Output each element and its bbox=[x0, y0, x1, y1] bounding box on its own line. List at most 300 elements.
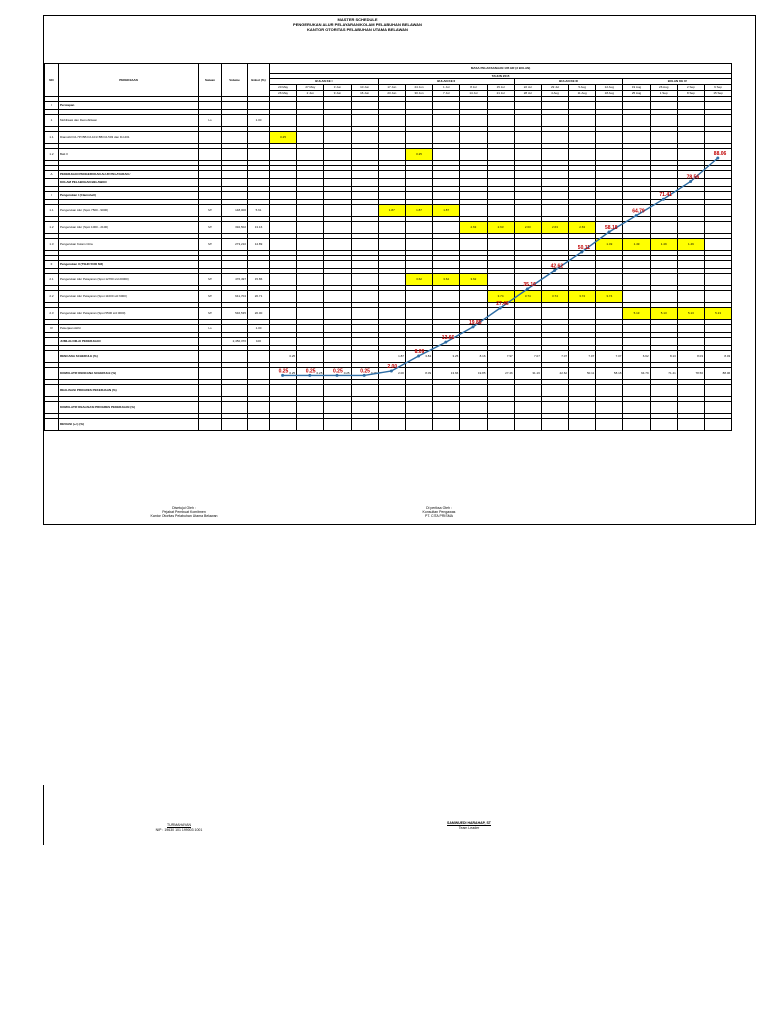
schedule-cell bbox=[650, 179, 677, 187]
schedule-cell bbox=[378, 274, 405, 286]
schedule-cell bbox=[433, 222, 460, 234]
summary-cell: 8.16 bbox=[460, 351, 487, 363]
schedule-cell bbox=[677, 171, 704, 179]
schedule-cell bbox=[596, 179, 623, 187]
schedule-cell bbox=[677, 179, 704, 187]
schedule-cell bbox=[297, 239, 324, 251]
row-bobot bbox=[248, 419, 270, 431]
schedule-cell bbox=[487, 205, 514, 217]
schedule-cell bbox=[351, 419, 378, 431]
summary-cell: 50.11 bbox=[569, 368, 596, 380]
row-bobot bbox=[248, 261, 270, 269]
schedule-cell bbox=[405, 132, 432, 144]
schedule-cell bbox=[541, 179, 568, 187]
row-pekerjaan: KOLAM PELABUHAN BELAWAN bbox=[59, 179, 199, 187]
week-end: 8 Sep bbox=[677, 91, 704, 97]
row-pekerjaan: Pengerukan Kolam Citra bbox=[59, 239, 199, 251]
schedule-cell bbox=[514, 419, 541, 431]
week-start: 10 Jun bbox=[351, 85, 378, 91]
schedule-cell bbox=[324, 149, 351, 161]
schedule-bar-cell: 0.25 bbox=[405, 149, 432, 161]
schedule-cell bbox=[433, 171, 460, 179]
row-bobot: 15.86 bbox=[248, 274, 270, 286]
schedule-cell bbox=[460, 205, 487, 217]
schedule-cell bbox=[677, 325, 704, 333]
schedule-cell bbox=[351, 325, 378, 333]
schedule-cell bbox=[514, 239, 541, 251]
summary-cell: 42.62 bbox=[541, 368, 568, 380]
schedule-cell bbox=[487, 179, 514, 187]
schedule-cell bbox=[378, 102, 405, 110]
schedule-cell bbox=[270, 171, 297, 179]
row-pekerjaan: Persiapan bbox=[59, 102, 199, 110]
schedule-cell bbox=[541, 171, 568, 179]
schedule-bar-cell: 1.49 bbox=[596, 239, 623, 251]
schedule-cell bbox=[569, 192, 596, 200]
schedule-cell bbox=[569, 239, 596, 251]
summary-cell: 0.25 bbox=[297, 368, 324, 380]
row-pekerjaan: Pengerukan Alur (Spot 7500 - 9000) bbox=[59, 205, 199, 217]
summary-cell: 7.07 bbox=[541, 351, 568, 363]
schedule-cell bbox=[460, 419, 487, 431]
row-no: 2.1 bbox=[45, 274, 59, 286]
row-volume: 546,535 bbox=[222, 308, 248, 320]
schedule-cell bbox=[596, 132, 623, 144]
row-pekerjaan: Mobilisasi dan Demobilisasi bbox=[59, 115, 199, 127]
week-end: 26 May bbox=[270, 91, 297, 97]
schedule-cell bbox=[514, 205, 541, 217]
schedule-cell bbox=[351, 308, 378, 320]
week-end: 4 Aug bbox=[541, 91, 568, 97]
schedule-cell bbox=[297, 261, 324, 269]
checked-company: PT. CITA PRISMA bbox=[425, 514, 453, 518]
schedule-cell bbox=[460, 385, 487, 397]
summary-cell: 58.18 bbox=[596, 368, 623, 380]
schedule-cell bbox=[541, 402, 568, 414]
row-pekerjaan: Pengerukan Alur Pelayaran (Spot 5500 s/d 0000) bbox=[59, 308, 199, 320]
schedule-cell bbox=[677, 419, 704, 431]
schedule-cell bbox=[460, 179, 487, 187]
schedule-cell bbox=[541, 325, 568, 333]
schedule-cell bbox=[705, 385, 732, 397]
row-bobot: 100 bbox=[248, 338, 270, 346]
schedule-cell bbox=[541, 102, 568, 110]
row-volume bbox=[222, 132, 248, 144]
row-satuan bbox=[199, 149, 222, 161]
schedule-cell bbox=[650, 325, 677, 333]
row-no: 2.3 bbox=[45, 308, 59, 320]
schedule-bar-cell: 3.74 bbox=[596, 291, 623, 303]
summary-cell: 2.00 bbox=[378, 368, 405, 380]
summary-cell: 19.85 bbox=[460, 368, 487, 380]
schedule-cell bbox=[324, 102, 351, 110]
header-pekerjaan: PEKERJAAN bbox=[59, 64, 199, 97]
schedule-cell bbox=[623, 222, 650, 234]
week-start: 20 May bbox=[270, 85, 297, 91]
row-no bbox=[45, 338, 59, 346]
schedule-bar-cell: 3.74 bbox=[487, 291, 514, 303]
schedule-cell bbox=[569, 261, 596, 269]
schedule-cell bbox=[405, 402, 432, 414]
schedule-cell bbox=[433, 239, 460, 251]
schedule-cell bbox=[514, 308, 541, 320]
schedule-cell bbox=[297, 222, 324, 234]
schedule-cell bbox=[677, 338, 704, 346]
schedule-cell bbox=[623, 385, 650, 397]
schedule-cell bbox=[514, 274, 541, 286]
schedule-cell bbox=[487, 419, 514, 431]
schedule-cell bbox=[351, 338, 378, 346]
schedule-cell bbox=[297, 402, 324, 414]
schedule-cell bbox=[650, 291, 677, 303]
row-volume bbox=[222, 419, 248, 431]
header-tahun: TAHUN 2015 bbox=[270, 74, 732, 79]
summary-cell: 13.66 bbox=[433, 368, 460, 380]
schedule-cell bbox=[433, 291, 460, 303]
schedule-cell bbox=[351, 102, 378, 110]
week-start: 9 Sep bbox=[705, 85, 732, 91]
summary-cell: 7.07 bbox=[596, 351, 623, 363]
schedule-cell bbox=[569, 385, 596, 397]
schedule-cell bbox=[677, 149, 704, 161]
schedule-cell bbox=[569, 274, 596, 286]
schedule-cell bbox=[514, 179, 541, 187]
schedule-cell bbox=[297, 171, 324, 179]
sheet-office: KANTOR OTORITAS PELABUHAN UTAMA BELAWAN bbox=[307, 27, 408, 32]
schedule-cell bbox=[650, 115, 677, 127]
schedule-cell bbox=[351, 192, 378, 200]
schedule-cell bbox=[487, 308, 514, 320]
schedule-cell bbox=[487, 192, 514, 200]
schedule-cell bbox=[433, 325, 460, 333]
row-no: 1.2 bbox=[45, 149, 59, 161]
row-volume bbox=[222, 351, 248, 363]
schedule-cell bbox=[650, 222, 677, 234]
schedule-cell bbox=[596, 325, 623, 333]
schedule-cell bbox=[541, 274, 568, 286]
schedule-cell bbox=[541, 149, 568, 161]
schedule-cell bbox=[705, 325, 732, 333]
week-end: 25 Aug bbox=[623, 91, 650, 97]
schedule-cell bbox=[650, 402, 677, 414]
schedule-cell bbox=[297, 351, 324, 363]
schedule-cell bbox=[297, 419, 324, 431]
schedule-cell bbox=[596, 261, 623, 269]
row-bobot bbox=[248, 102, 270, 110]
schedule-cell bbox=[596, 402, 623, 414]
summary-cell: 7.97 bbox=[487, 351, 514, 363]
row-no bbox=[45, 179, 59, 187]
left-signatory-nip: NIP : 19630 101 199003 1001 bbox=[155, 828, 203, 832]
row-pekerjaan: PEKERJAAN PENGERUKAN ALUR PELAYARAN / bbox=[59, 171, 199, 179]
row-pekerjaan: Diamobil DJ-7P/ BB DJ-101/ BB DJ-503 dan DJ-201 bbox=[59, 132, 199, 144]
schedule-cell bbox=[650, 205, 677, 217]
row-satuan: M³ bbox=[199, 308, 222, 320]
row-satuan: Ls bbox=[199, 115, 222, 127]
summary-cell: 6.62 bbox=[623, 351, 650, 363]
summary-cell: 7.07 bbox=[514, 351, 541, 363]
summary-cell: 8.03 bbox=[677, 351, 704, 363]
schedule-cell bbox=[351, 149, 378, 161]
schedule-cell bbox=[270, 274, 297, 286]
approved-label: Disetujui Oleh : bbox=[172, 506, 196, 510]
row-pekerjaan: Pengerukan I (Clamshell) bbox=[59, 192, 199, 200]
schedule-cell bbox=[433, 338, 460, 346]
schedule-cell bbox=[569, 308, 596, 320]
row-volume bbox=[222, 115, 248, 127]
row-satuan bbox=[199, 351, 222, 363]
schedule-cell bbox=[487, 239, 514, 251]
row-no bbox=[45, 351, 59, 363]
schedule-cell bbox=[569, 171, 596, 179]
summary-cell: 1.87 bbox=[378, 351, 405, 363]
schedule-cell bbox=[324, 274, 351, 286]
row-no bbox=[45, 402, 59, 414]
schedule-bar-cell: 5.13 bbox=[623, 308, 650, 320]
summary-cell: 31.16 bbox=[514, 368, 541, 380]
checked-label: Di periksa Oleh : bbox=[426, 506, 452, 510]
summary-cell: 0.25 bbox=[270, 351, 297, 363]
schedule-cell bbox=[324, 115, 351, 127]
schedule-cell bbox=[405, 338, 432, 346]
schedule-cell bbox=[324, 132, 351, 144]
schedule-cell bbox=[596, 102, 623, 110]
row-no: IV bbox=[45, 325, 59, 333]
schedule-cell bbox=[351, 274, 378, 286]
signature-panel bbox=[43, 785, 757, 845]
row-no bbox=[45, 368, 59, 380]
schedule-bar-cell: 2.63 bbox=[569, 222, 596, 234]
schedule-cell bbox=[405, 325, 432, 333]
schedule-cell bbox=[378, 239, 405, 251]
s-curve-label: 35.16 bbox=[523, 281, 536, 288]
week-end: 16 Jun bbox=[351, 91, 378, 97]
schedule-cell bbox=[623, 402, 650, 414]
schedule-cell bbox=[324, 338, 351, 346]
sheet-subtitle: PENGERUKAN ALUR PELAYARAN/KOLAM PELABUHAN BELAWAN bbox=[293, 22, 422, 27]
schedule-cell bbox=[351, 239, 378, 251]
schedule-cell bbox=[623, 132, 650, 144]
row-no bbox=[45, 419, 59, 431]
schedule-cell bbox=[405, 115, 432, 127]
schedule-cell bbox=[378, 385, 405, 397]
week-start: 24 Jun bbox=[405, 85, 432, 91]
schedule-cell bbox=[705, 102, 732, 110]
schedule-cell bbox=[541, 261, 568, 269]
row-volume: 476,497 bbox=[222, 274, 248, 286]
row-volume: 273,210 bbox=[222, 239, 248, 251]
schedule-cell bbox=[705, 261, 732, 269]
schedule-cell bbox=[705, 115, 732, 127]
week-end: 7 Jul bbox=[433, 91, 460, 97]
header-no: NO bbox=[45, 64, 59, 97]
schedule-cell bbox=[270, 205, 297, 217]
row-satuan bbox=[199, 368, 222, 380]
row-satuan bbox=[199, 402, 222, 414]
schedule-cell bbox=[324, 325, 351, 333]
schedule-cell bbox=[705, 171, 732, 179]
schedule-cell bbox=[650, 171, 677, 179]
schedule-cell bbox=[487, 115, 514, 127]
schedule-cell bbox=[270, 192, 297, 200]
row-volume: 148,000 bbox=[222, 205, 248, 217]
header-month: BULAN KE I bbox=[270, 79, 379, 85]
schedule-cell bbox=[514, 149, 541, 161]
schedule-cell bbox=[405, 222, 432, 234]
schedule-cell bbox=[460, 192, 487, 200]
summary-cell: 0.25 bbox=[351, 368, 378, 380]
schedule-cell bbox=[460, 102, 487, 110]
week-start: 8 Jul bbox=[460, 85, 487, 91]
schedule-cell bbox=[623, 325, 650, 333]
row-volume: 2,450,370 bbox=[222, 338, 248, 346]
s-curve-label: 0.25 bbox=[305, 368, 316, 375]
schedule-cell bbox=[487, 261, 514, 269]
schedule-cell bbox=[433, 102, 460, 110]
schedule-cell bbox=[677, 192, 704, 200]
schedule-cell bbox=[705, 222, 732, 234]
summary-cell: 8.03 bbox=[705, 351, 732, 363]
schedule-bar-cell: 3.62 bbox=[433, 274, 460, 286]
schedule-bar-cell: 2.63 bbox=[541, 222, 568, 234]
schedule-cell bbox=[623, 115, 650, 127]
schedule-cell bbox=[541, 385, 568, 397]
row-satuan: M³ bbox=[199, 222, 222, 234]
schedule-cell bbox=[405, 419, 432, 431]
schedule-cell bbox=[270, 402, 297, 414]
week-start: 12 Aug bbox=[596, 85, 623, 91]
week-end: 1 Sep bbox=[650, 91, 677, 97]
s-curve-label: 27.46 bbox=[496, 301, 509, 308]
row-satuan bbox=[199, 419, 222, 431]
schedule-cell bbox=[569, 338, 596, 346]
schedule-cell bbox=[460, 308, 487, 320]
schedule-cell bbox=[351, 351, 378, 363]
schedule-cell bbox=[569, 115, 596, 127]
row-volume bbox=[222, 261, 248, 269]
schedule-cell bbox=[324, 351, 351, 363]
schedule-cell bbox=[623, 338, 650, 346]
summary-cell: 0.25 bbox=[270, 368, 297, 380]
schedule-cell bbox=[297, 325, 324, 333]
schedule-cell bbox=[541, 239, 568, 251]
right-signatory-name: SAMWUEDI HARAHAP, ST bbox=[447, 821, 491, 825]
schedule-cell bbox=[324, 402, 351, 414]
schedule-cell bbox=[677, 222, 704, 234]
schedule-cell bbox=[378, 308, 405, 320]
schedule-bar-cell: 3.62 bbox=[405, 274, 432, 286]
schedule-cell bbox=[650, 102, 677, 110]
week-end: 18 Aug bbox=[596, 91, 623, 97]
schedule-cell bbox=[270, 325, 297, 333]
summary-cell: 8.13 bbox=[650, 351, 677, 363]
schedule-cell bbox=[541, 132, 568, 144]
row-volume bbox=[222, 179, 248, 187]
schedule-bar-cell: 1.49 bbox=[623, 239, 650, 251]
checked-by bbox=[379, 506, 499, 518]
schedule-bar-cell: 1.87 bbox=[378, 205, 405, 217]
row-volume bbox=[222, 368, 248, 380]
schedule-cell bbox=[596, 419, 623, 431]
schedule-bar-cell: 1.87 bbox=[433, 205, 460, 217]
schedule-cell bbox=[433, 179, 460, 187]
schedule-cell bbox=[297, 132, 324, 144]
row-volume: 392,502 bbox=[222, 222, 248, 234]
s-curve-label: 13.66 bbox=[441, 335, 455, 342]
row-bobot: 13.16 bbox=[248, 222, 270, 234]
schedule-cell bbox=[569, 102, 596, 110]
schedule-cell bbox=[514, 385, 541, 397]
schedule-cell bbox=[705, 274, 732, 286]
schedule-cell bbox=[596, 274, 623, 286]
schedule-cell bbox=[650, 419, 677, 431]
row-no: I bbox=[45, 192, 59, 200]
schedule-cell bbox=[596, 308, 623, 320]
schedule-cell bbox=[270, 308, 297, 320]
row-no: 1 bbox=[45, 115, 59, 127]
week-start: 3 Jun bbox=[324, 85, 351, 91]
schedule-cell bbox=[705, 179, 732, 187]
row-satuan bbox=[199, 338, 222, 346]
schedule-cell bbox=[514, 102, 541, 110]
schedule-cell bbox=[324, 419, 351, 431]
schedule-cell bbox=[405, 179, 432, 187]
row-bobot: 20.00 bbox=[248, 308, 270, 320]
schedule-cell bbox=[405, 385, 432, 397]
schedule-cell bbox=[351, 291, 378, 303]
row-no bbox=[45, 385, 59, 397]
summary-cell: 88.06 bbox=[705, 368, 732, 380]
schedule-cell bbox=[596, 149, 623, 161]
schedule-cell bbox=[433, 402, 460, 414]
row-bobot: 20.71 bbox=[248, 291, 270, 303]
s-curve-label: 50.11 bbox=[577, 244, 591, 251]
schedule-bar-cell: 2.63 bbox=[514, 222, 541, 234]
schedule-cell bbox=[487, 402, 514, 414]
row-bobot bbox=[248, 368, 270, 380]
header-bobot: Bobot (%) bbox=[248, 64, 270, 97]
schedule-cell bbox=[351, 115, 378, 127]
schedule-cell bbox=[460, 115, 487, 127]
schedule-bar-cell: 1.49 bbox=[650, 239, 677, 251]
row-bobot bbox=[248, 192, 270, 200]
schedule-cell bbox=[460, 132, 487, 144]
schedule-cell bbox=[623, 192, 650, 200]
schedule-bar-cell: 5.13 bbox=[677, 308, 704, 320]
schedule-cell bbox=[569, 325, 596, 333]
header-masa: MASA PELAKSANAAN 105 HR (3 BULAN) bbox=[270, 64, 732, 74]
schedule-cell bbox=[351, 402, 378, 414]
schedule-cell bbox=[705, 239, 732, 251]
schedule-cell bbox=[650, 192, 677, 200]
row-volume bbox=[222, 102, 248, 110]
schedule-bar-cell: 5.13 bbox=[705, 308, 732, 320]
schedule-cell bbox=[460, 239, 487, 251]
schedule-cell bbox=[270, 338, 297, 346]
schedule-cell bbox=[378, 149, 405, 161]
schedule-cell bbox=[705, 338, 732, 346]
schedule-cell bbox=[270, 222, 297, 234]
schedule-cell bbox=[460, 261, 487, 269]
week-end: 30 Jun bbox=[405, 91, 432, 97]
schedule-cell bbox=[378, 115, 405, 127]
week-end: 2 Jun bbox=[297, 91, 324, 97]
schedule-cell bbox=[705, 402, 732, 414]
row-no: 1.2 bbox=[45, 222, 59, 234]
row-satuan bbox=[199, 179, 222, 187]
row-no: 1.1 bbox=[45, 205, 59, 217]
schedule-cell bbox=[569, 419, 596, 431]
